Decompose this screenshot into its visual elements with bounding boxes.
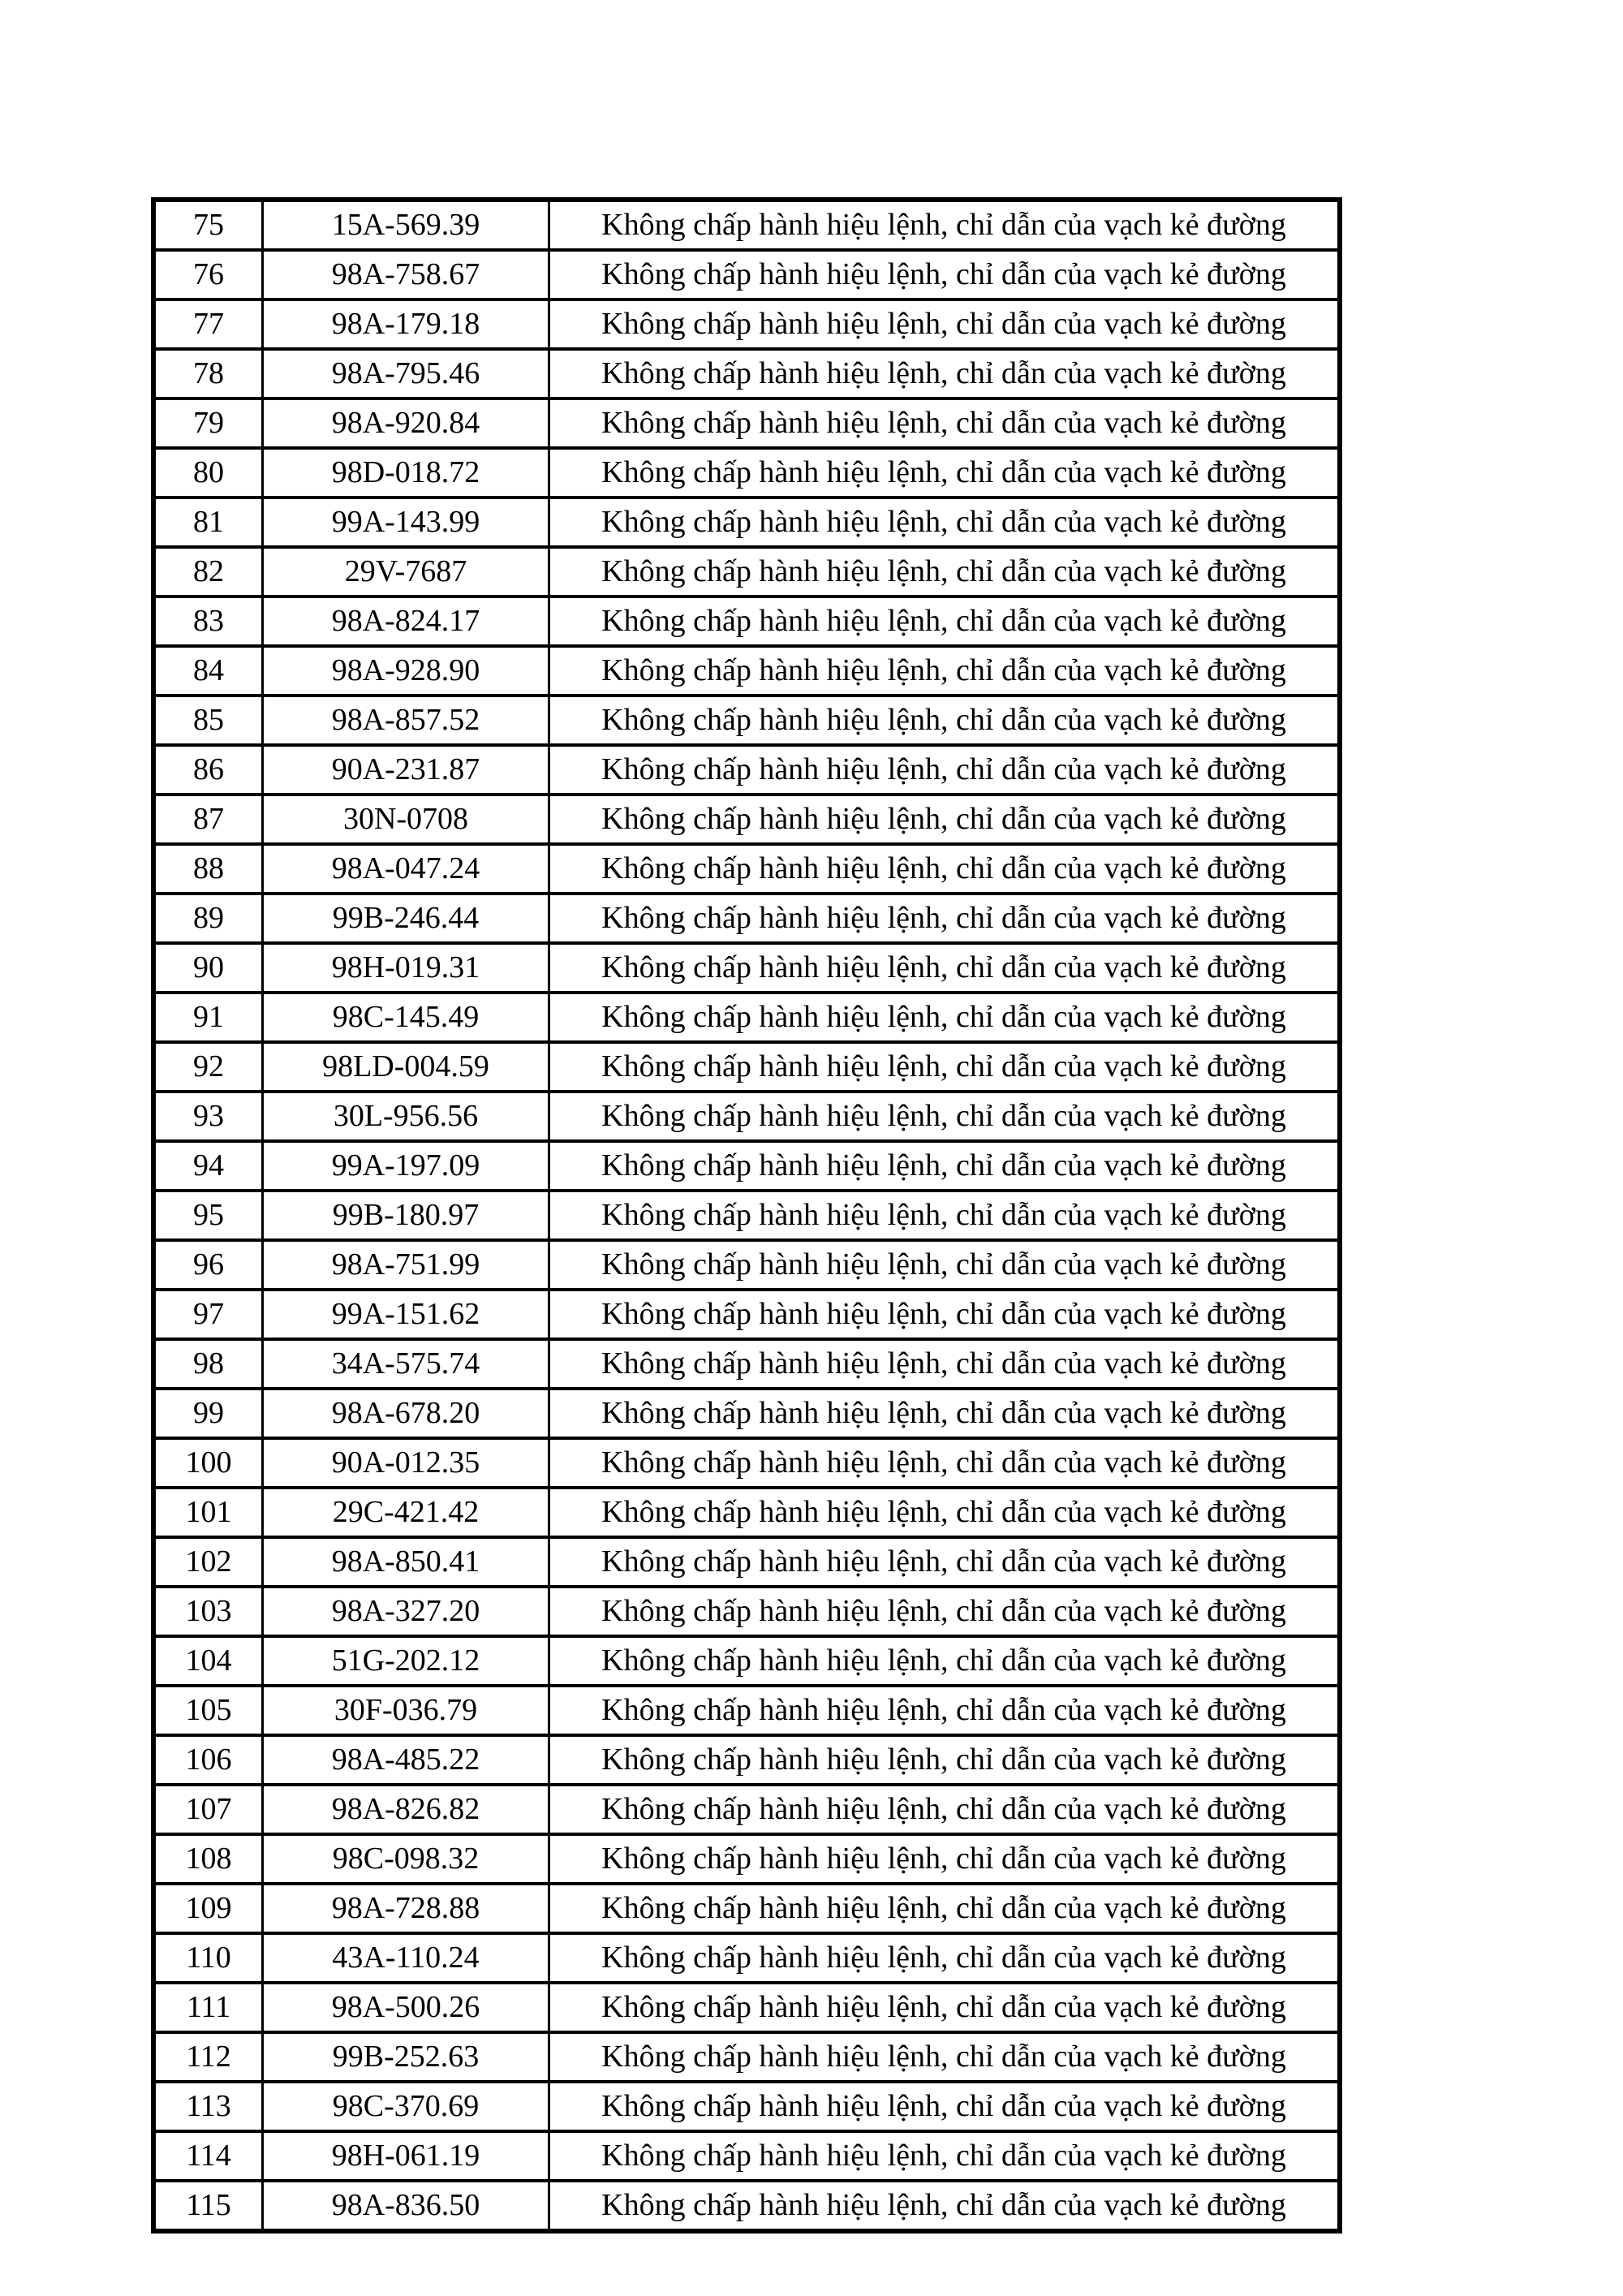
table-row bbox=[153, 696, 1340, 745]
license-plate-cell: 98A-836.50 bbox=[263, 2181, 549, 2231]
table-row bbox=[153, 1933, 1340, 1983]
table-row bbox=[153, 1092, 1340, 1141]
license-plate-cell: 99B-246.44 bbox=[263, 894, 549, 943]
table-row bbox=[153, 1339, 1340, 1389]
violation-table-body bbox=[153, 200, 1340, 2231]
row-number-cell: 92 bbox=[153, 1042, 263, 1092]
license-plate-cell: 98A-485.22 bbox=[263, 1735, 549, 1785]
table-row bbox=[153, 1290, 1340, 1339]
violation-description-cell: Không chấp hành hiệu lệnh, chỉ dẫn của vạch kẻ đường bbox=[549, 1240, 1341, 1290]
violation-description-cell: Không chấp hành hiệu lệnh, chỉ dẫn của vạch kẻ đường bbox=[549, 597, 1341, 646]
row-number-cell: 96 bbox=[153, 1240, 263, 1290]
row-number-cell: 94 bbox=[153, 1141, 263, 1191]
table-row bbox=[153, 1587, 1340, 1636]
license-plate-cell: 90A-231.87 bbox=[263, 745, 549, 795]
table-row bbox=[153, 1389, 1340, 1438]
violation-description-cell: Không chấp hành hiệu lệnh, chỉ dẫn của vạch kẻ đường bbox=[549, 1339, 1341, 1389]
license-plate-cell: 98A-920.84 bbox=[263, 398, 549, 448]
row-number-cell: 82 bbox=[153, 547, 263, 597]
row-number-cell: 104 bbox=[153, 1636, 263, 1686]
table-row bbox=[153, 398, 1340, 448]
row-number-cell: 109 bbox=[153, 1884, 263, 1933]
table-row bbox=[153, 1636, 1340, 1686]
row-number-cell: 97 bbox=[153, 1290, 263, 1339]
violation-description-cell: Không chấp hành hiệu lệnh, chỉ dẫn của vạch kẻ đường bbox=[549, 1834, 1341, 1884]
row-number-cell: 105 bbox=[153, 1686, 263, 1735]
violation-description-cell: Không chấp hành hiệu lệnh, chỉ dẫn của vạch kẻ đường bbox=[549, 2032, 1341, 2082]
table-row bbox=[153, 1537, 1340, 1587]
violation-description-cell: Không chấp hành hiệu lệnh, chỉ dẫn của vạch kẻ đường bbox=[549, 844, 1341, 894]
violation-description-cell: Không chấp hành hiệu lệnh, chỉ dẫn của vạch kẻ đường bbox=[549, 1884, 1341, 1933]
license-plate-cell: 98A-327.20 bbox=[263, 1587, 549, 1636]
license-plate-cell: 98LD-004.59 bbox=[263, 1042, 549, 1092]
table-row bbox=[153, 1042, 1340, 1092]
row-number-cell: 86 bbox=[153, 745, 263, 795]
table-row bbox=[153, 745, 1340, 795]
violation-description-cell: Không chấp hành hiệu lệnh, chỉ dẫn của vạch kẻ đường bbox=[549, 1587, 1341, 1636]
violation-description-cell: Không chấp hành hiệu lệnh, chỉ dẫn của vạch kẻ đường bbox=[549, 696, 1341, 745]
violation-description-cell: Không chấp hành hiệu lệnh, chỉ dẫn của vạch kẻ đường bbox=[549, 1488, 1341, 1537]
violation-description-cell: Không chấp hành hiệu lệnh, chỉ dẫn của vạch kẻ đường bbox=[549, 745, 1341, 795]
row-number-cell: 84 bbox=[153, 646, 263, 696]
row-number-cell: 93 bbox=[153, 1092, 263, 1141]
violation-description-cell: Không chấp hành hiệu lệnh, chỉ dẫn của vạch kẻ đường bbox=[549, 1141, 1341, 1191]
table-row bbox=[153, 1488, 1340, 1537]
table-row bbox=[153, 1686, 1340, 1735]
table-row bbox=[153, 1191, 1340, 1240]
violation-table bbox=[151, 197, 1342, 2234]
row-number-cell: 101 bbox=[153, 1488, 263, 1537]
row-number-cell: 87 bbox=[153, 795, 263, 844]
license-plate-cell: 98H-019.31 bbox=[263, 943, 549, 993]
table-row bbox=[153, 1141, 1340, 1191]
license-plate-cell: 99A-143.99 bbox=[263, 498, 549, 547]
row-number-cell: 95 bbox=[153, 1191, 263, 1240]
row-number-cell: 75 bbox=[153, 200, 263, 250]
table-row bbox=[153, 1884, 1340, 1933]
violation-description-cell: Không chấp hành hiệu lệnh, chỉ dẫn của vạch kẻ đường bbox=[549, 894, 1341, 943]
row-number-cell: 113 bbox=[153, 2082, 263, 2131]
violation-description-cell: Không chấp hành hiệu lệnh, chỉ dẫn của vạch kẻ đường bbox=[549, 1933, 1341, 1983]
violation-description-cell: Không chấp hành hiệu lệnh, chỉ dẫn của vạch kẻ đường bbox=[549, 547, 1341, 597]
violation-description-cell: Không chấp hành hiệu lệnh, chỉ dẫn của vạch kẻ đường bbox=[549, 993, 1341, 1042]
row-number-cell: 110 bbox=[153, 1933, 263, 1983]
violation-description-cell: Không chấp hành hiệu lệnh, chỉ dẫn của vạch kẻ đường bbox=[549, 1191, 1341, 1240]
row-number-cell: 114 bbox=[153, 2131, 263, 2181]
table-row bbox=[153, 597, 1340, 646]
table-row bbox=[153, 1240, 1340, 1290]
row-number-cell: 89 bbox=[153, 894, 263, 943]
license-plate-cell: 99A-151.62 bbox=[263, 1290, 549, 1339]
violation-description-cell: Không chấp hành hiệu lệnh, chỉ dẫn của vạch kẻ đường bbox=[549, 1785, 1341, 1834]
license-plate-cell: 99A-197.09 bbox=[263, 1141, 549, 1191]
violation-description-cell: Không chấp hành hiệu lệnh, chỉ dẫn của vạch kẻ đường bbox=[549, 2131, 1341, 2181]
license-plate-cell: 98A-751.99 bbox=[263, 1240, 549, 1290]
license-plate-cell: 98A-928.90 bbox=[263, 646, 549, 696]
violation-description-cell: Không chấp hành hiệu lệnh, chỉ dẫn của vạch kẻ đường bbox=[549, 250, 1341, 299]
row-number-cell: 108 bbox=[153, 1834, 263, 1884]
license-plate-cell: 98A-824.17 bbox=[263, 597, 549, 646]
license-plate-cell: 30L-956.56 bbox=[263, 1092, 549, 1141]
row-number-cell: 90 bbox=[153, 943, 263, 993]
violation-description-cell: Không chấp hành hiệu lệnh, chỉ dẫn của vạch kẻ đường bbox=[549, 1686, 1341, 1735]
violation-description-cell: Không chấp hành hiệu lệnh, chỉ dẫn của vạch kẻ đường bbox=[549, 448, 1341, 498]
license-plate-cell: 98A-047.24 bbox=[263, 844, 549, 894]
table-row bbox=[153, 993, 1340, 1042]
row-number-cell: 78 bbox=[153, 349, 263, 398]
violation-description-cell: Không chấp hành hiệu lệnh, chỉ dẫn của vạch kẻ đường bbox=[549, 398, 1341, 448]
violation-description-cell: Không chấp hành hiệu lệnh, chỉ dẫn của vạch kẻ đường bbox=[549, 200, 1341, 250]
row-number-cell: 102 bbox=[153, 1537, 263, 1587]
table-row bbox=[153, 795, 1340, 844]
violation-description-cell: Không chấp hành hiệu lệnh, chỉ dẫn của vạch kẻ đường bbox=[549, 349, 1341, 398]
row-number-cell: 77 bbox=[153, 299, 263, 349]
license-plate-cell: 98A-500.26 bbox=[263, 1983, 549, 2032]
row-number-cell: 99 bbox=[153, 1389, 263, 1438]
license-plate-cell: 98A-758.67 bbox=[263, 250, 549, 299]
table-row bbox=[153, 1735, 1340, 1785]
violation-description-cell: Không chấp hành hiệu lệnh, chỉ dẫn của vạch kẻ đường bbox=[549, 1042, 1341, 1092]
table-row bbox=[153, 2082, 1340, 2131]
table-row bbox=[153, 1785, 1340, 1834]
violation-description-cell: Không chấp hành hiệu lệnh, chỉ dẫn của vạch kẻ đường bbox=[549, 1290, 1341, 1339]
license-plate-cell: 43A-110.24 bbox=[263, 1933, 549, 1983]
row-number-cell: 98 bbox=[153, 1339, 263, 1389]
violation-description-cell: Không chấp hành hiệu lệnh, chỉ dẫn của vạch kẻ đường bbox=[549, 2082, 1341, 2131]
table-row bbox=[153, 498, 1340, 547]
violation-description-cell: Không chấp hành hiệu lệnh, chỉ dẫn của vạch kẻ đường bbox=[549, 646, 1341, 696]
license-plate-cell: 15A-569.39 bbox=[263, 200, 549, 250]
table-row bbox=[153, 646, 1340, 696]
violation-description-cell: Không chấp hành hiệu lệnh, chỉ dẫn của vạch kẻ đường bbox=[549, 498, 1341, 547]
row-number-cell: 91 bbox=[153, 993, 263, 1042]
violation-description-cell: Không chấp hành hiệu lệnh, chỉ dẫn của vạch kẻ đường bbox=[549, 795, 1341, 844]
table-row bbox=[153, 299, 1340, 349]
table-row bbox=[153, 349, 1340, 398]
row-number-cell: 100 bbox=[153, 1438, 263, 1488]
row-number-cell: 81 bbox=[153, 498, 263, 547]
table-row bbox=[153, 448, 1340, 498]
violation-description-cell: Không chấp hành hiệu lệnh, chỉ dẫn của vạch kẻ đường bbox=[549, 1735, 1341, 1785]
license-plate-cell: 29V-7687 bbox=[263, 547, 549, 597]
violation-description-cell: Không chấp hành hiệu lệnh, chỉ dẫn của vạch kẻ đường bbox=[549, 1636, 1341, 1686]
license-plate-cell: 99B-180.97 bbox=[263, 1191, 549, 1240]
table-row bbox=[153, 200, 1340, 250]
violation-description-cell: Không chấp hành hiệu lệnh, chỉ dẫn của vạch kẻ đường bbox=[549, 1438, 1341, 1488]
license-plate-cell: 98A-728.88 bbox=[263, 1884, 549, 1933]
license-plate-cell: 30F-036.79 bbox=[263, 1686, 549, 1735]
license-plate-cell: 98C-098.32 bbox=[263, 1834, 549, 1884]
license-plate-cell: 99B-252.63 bbox=[263, 2032, 549, 2082]
table-row bbox=[153, 943, 1340, 993]
table-row bbox=[153, 1438, 1340, 1488]
table-row bbox=[153, 2131, 1340, 2181]
license-plate-cell: 98H-061.19 bbox=[263, 2131, 549, 2181]
license-plate-cell: 30N-0708 bbox=[263, 795, 549, 844]
row-number-cell: 79 bbox=[153, 398, 263, 448]
table-row bbox=[153, 547, 1340, 597]
license-plate-cell: 98A-857.52 bbox=[263, 696, 549, 745]
violation-description-cell: Không chấp hành hiệu lệnh, chỉ dẫn của vạch kẻ đường bbox=[549, 1983, 1341, 2032]
table-row bbox=[153, 1983, 1340, 2032]
license-plate-cell: 98C-145.49 bbox=[263, 993, 549, 1042]
license-plate-cell: 98C-370.69 bbox=[263, 2082, 549, 2131]
row-number-cell: 83 bbox=[153, 597, 263, 646]
row-number-cell: 107 bbox=[153, 1785, 263, 1834]
table-row bbox=[153, 2181, 1340, 2231]
table-row bbox=[153, 250, 1340, 299]
license-plate-cell: 98A-795.46 bbox=[263, 349, 549, 398]
license-plate-cell: 90A-012.35 bbox=[263, 1438, 549, 1488]
row-number-cell: 103 bbox=[153, 1587, 263, 1636]
row-number-cell: 111 bbox=[153, 1983, 263, 2032]
table-row bbox=[153, 1834, 1340, 1884]
license-plate-cell: 34A-575.74 bbox=[263, 1339, 549, 1389]
row-number-cell: 80 bbox=[153, 448, 263, 498]
violation-description-cell: Không chấp hành hiệu lệnh, chỉ dẫn của vạch kẻ đường bbox=[549, 1092, 1341, 1141]
row-number-cell: 115 bbox=[153, 2181, 263, 2231]
violation-description-cell: Không chấp hành hiệu lệnh, chỉ dẫn của vạch kẻ đường bbox=[549, 2181, 1341, 2231]
violation-description-cell: Không chấp hành hiệu lệnh, chỉ dẫn của vạch kẻ đường bbox=[549, 299, 1341, 349]
row-number-cell: 88 bbox=[153, 844, 263, 894]
table-row bbox=[153, 894, 1340, 943]
license-plate-cell: 98D-018.72 bbox=[263, 448, 549, 498]
violation-description-cell: Không chấp hành hiệu lệnh, chỉ dẫn của vạch kẻ đường bbox=[549, 1389, 1341, 1438]
row-number-cell: 112 bbox=[153, 2032, 263, 2082]
license-plate-cell: 98A-826.82 bbox=[263, 1785, 549, 1834]
table-row bbox=[153, 2032, 1340, 2082]
row-number-cell: 85 bbox=[153, 696, 263, 745]
license-plate-cell: 98A-179.18 bbox=[263, 299, 549, 349]
table-row bbox=[153, 844, 1340, 894]
license-plate-cell: 98A-678.20 bbox=[263, 1389, 549, 1438]
license-plate-cell: 29C-421.42 bbox=[263, 1488, 549, 1537]
row-number-cell: 106 bbox=[153, 1735, 263, 1785]
violation-table-container bbox=[151, 197, 1342, 2234]
violation-description-cell: Không chấp hành hiệu lệnh, chỉ dẫn của vạch kẻ đường bbox=[549, 943, 1341, 993]
license-plate-cell: 51G-202.12 bbox=[263, 1636, 549, 1686]
license-plate-cell: 98A-850.41 bbox=[263, 1537, 549, 1587]
violation-description-cell: Không chấp hành hiệu lệnh, chỉ dẫn của vạch kẻ đường bbox=[549, 1537, 1341, 1587]
row-number-cell: 76 bbox=[153, 250, 263, 299]
